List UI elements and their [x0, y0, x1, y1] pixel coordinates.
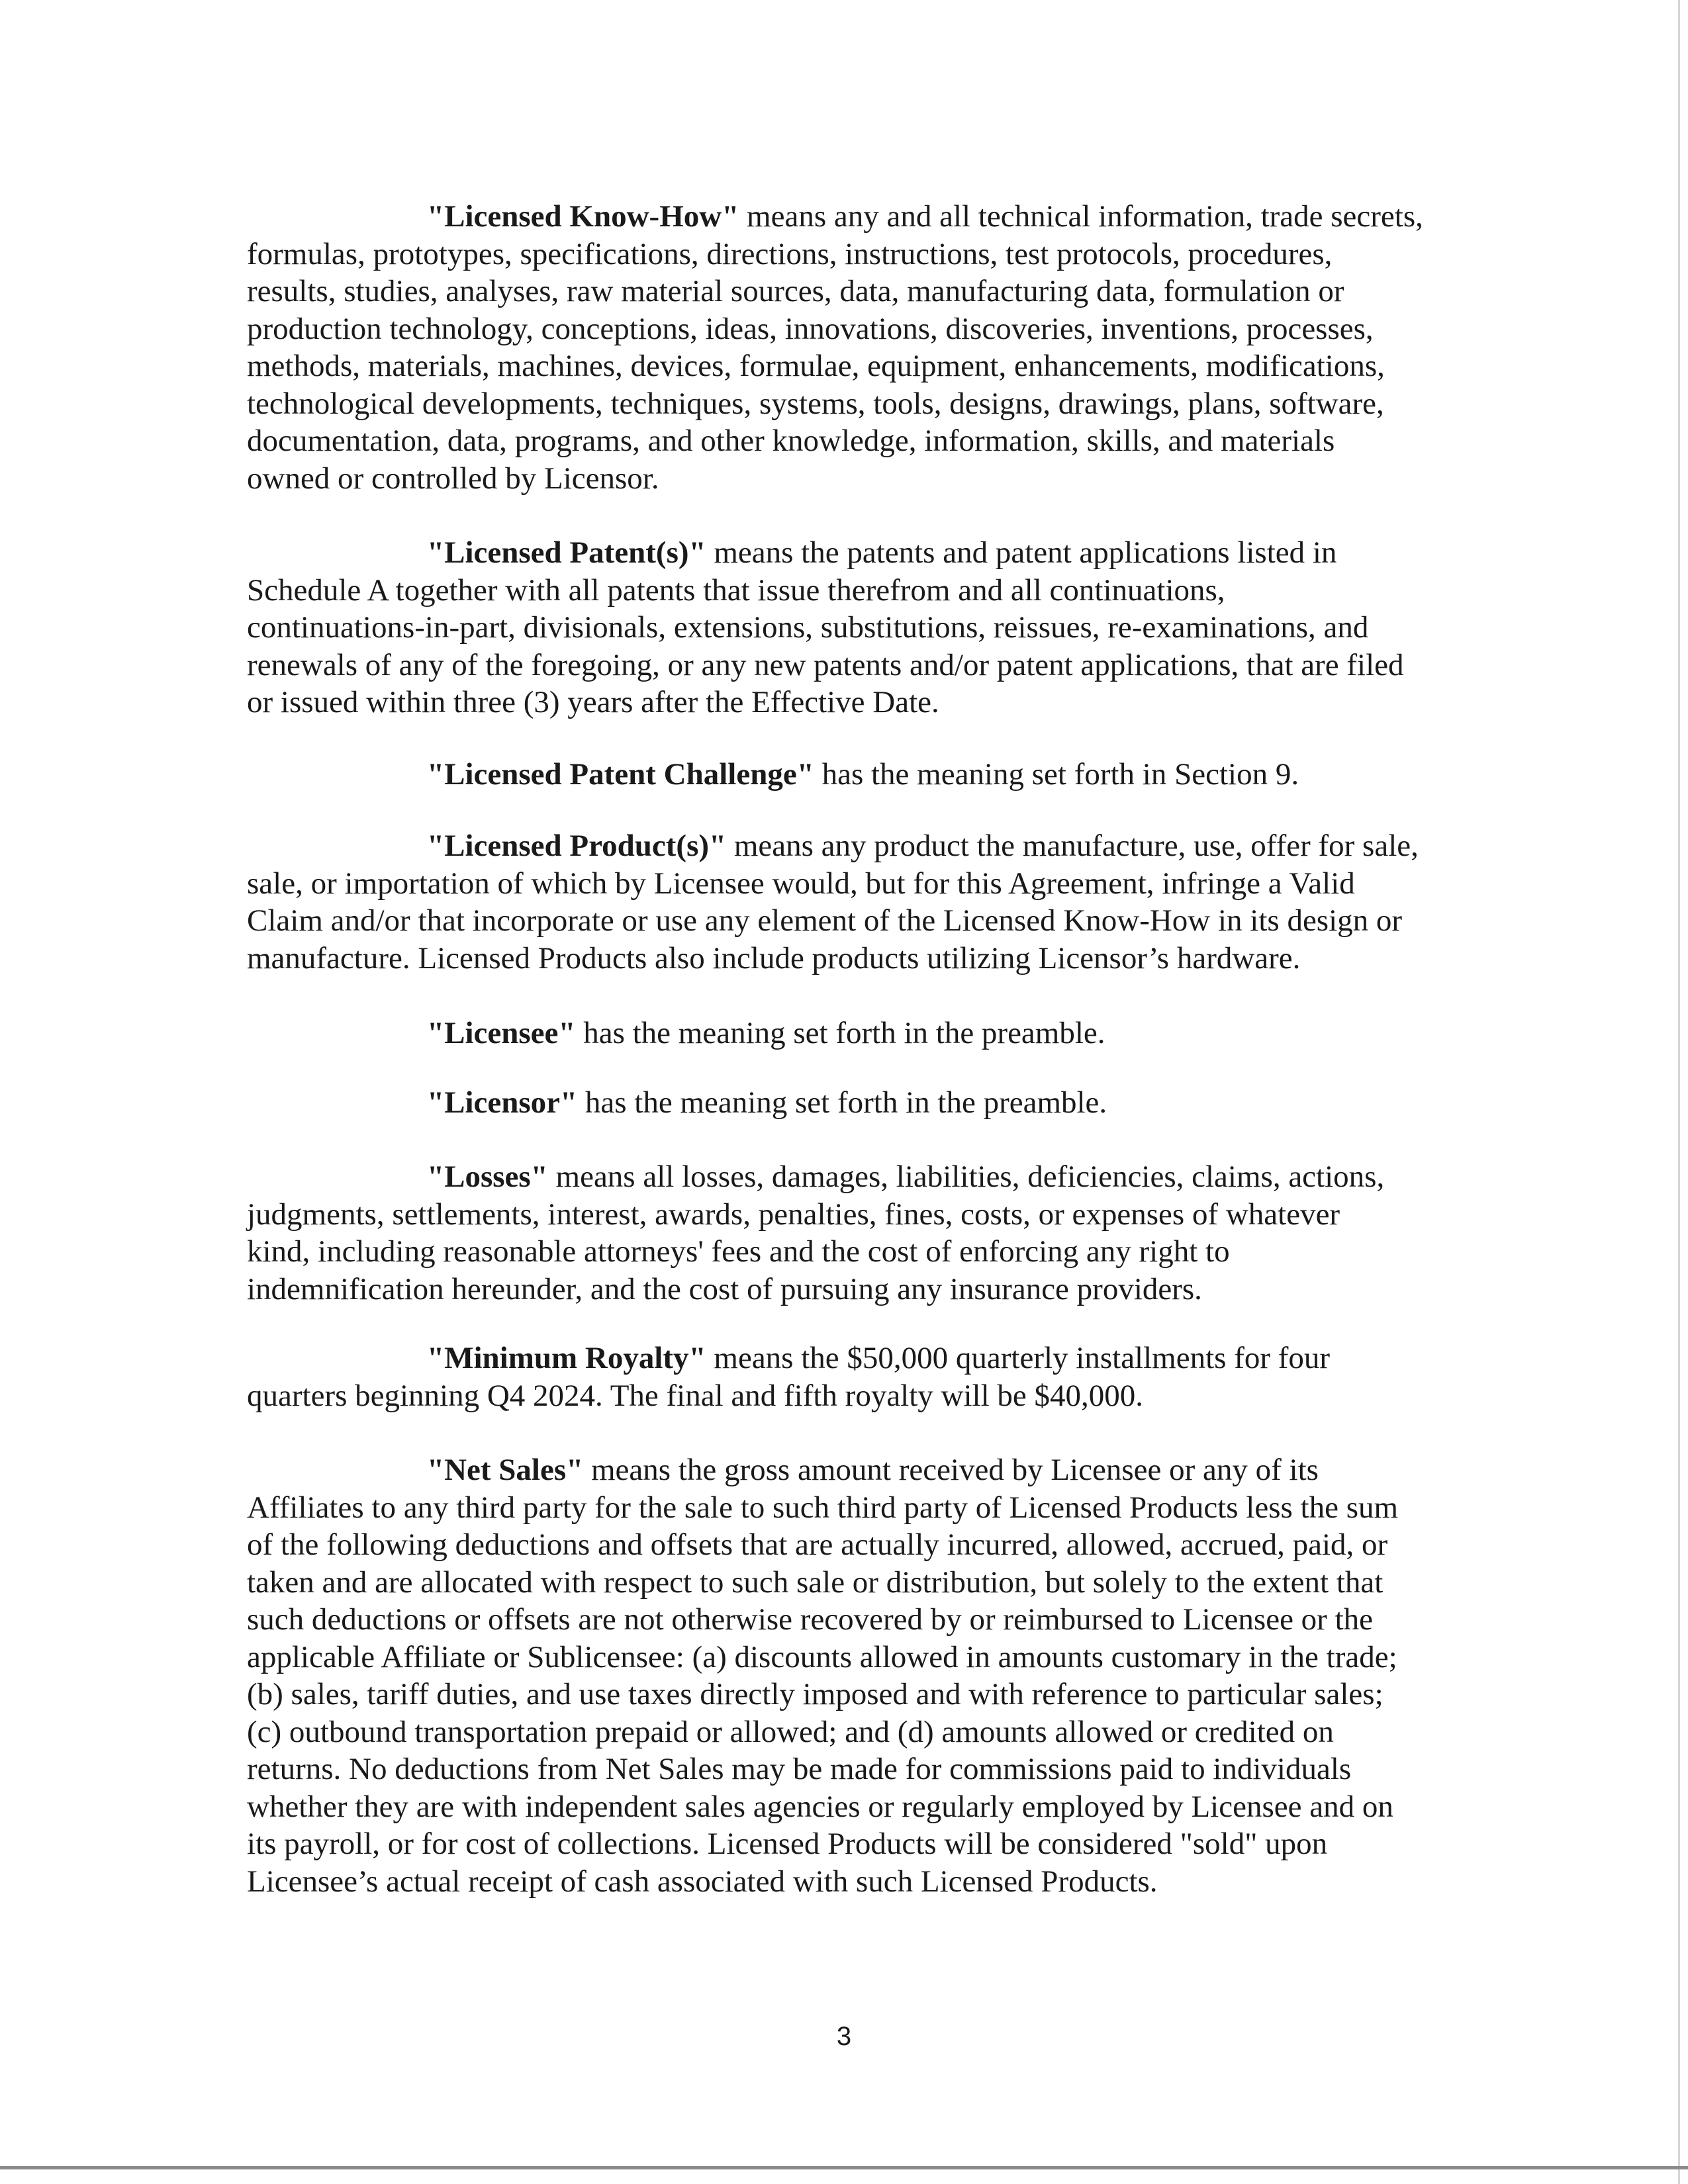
text-line	[247, 1340, 1505, 1377]
text-line	[247, 198, 1505, 236]
defined-term: "Licensor"	[427, 1085, 578, 1120]
defined-term: "Licensee"	[427, 1016, 576, 1050]
scan-edge-bottom	[0, 2166, 1688, 2169]
definition-text: applicable Affiliate or Sublicensee: (a) discounts allowed in amounts customary in the trade;	[247, 1639, 1397, 1674]
definition-text: has the meaning set forth in the preamble.	[577, 1085, 1107, 1120]
text-line	[247, 1713, 1505, 1751]
text-line	[247, 310, 1505, 348]
text-line	[247, 609, 1505, 647]
definition-licensed-know-how	[247, 198, 1505, 497]
text-line	[247, 1233, 1505, 1271]
definition-text: renewals of any of the foregoing, or any new patents and/or patent applications, that are filed	[247, 647, 1404, 682]
scan-edge-right	[1678, 0, 1680, 2184]
definition-text: or issued within three (3) years after the Effective Date.	[247, 685, 939, 719]
definition-net-sales	[247, 1451, 1505, 1900]
definition-minimum-royalty	[247, 1340, 1505, 1414]
text-line	[247, 1601, 1505, 1639]
definition-text: production technology, conceptions, ideas, innovations, discoveries, inventions, processes,	[247, 311, 1374, 346]
defined-term: "Licensed Patent(s)"	[427, 535, 706, 570]
definition-text: means the $50,000 quarterly installments for four	[706, 1341, 1331, 1375]
text-line	[247, 1451, 1505, 1489]
text-line	[247, 1489, 1505, 1527]
text-line	[247, 1084, 1505, 1122]
text-line	[247, 385, 1505, 423]
definition-text: continuations-in-part, divisionals, extensions, substitutions, reissues, re-examinations, and	[247, 610, 1369, 645]
definition-text: judgments, settlements, interest, awards, penalties, fines, costs, or expenses of whatever	[247, 1197, 1340, 1232]
definition-text: kind, including reasonable attorneys' fees and the cost of enforcing any right to	[247, 1234, 1230, 1269]
definition-licensed-patents	[247, 534, 1505, 721]
text-line	[247, 1825, 1505, 1863]
text-line	[247, 236, 1505, 273]
definition-text: technological developments, techniques, systems, tools, designs, drawings, plans, software,	[247, 386, 1384, 421]
definition-text: results, studies, analyses, raw material sources, data, manufacturing data, formulation or	[247, 274, 1344, 308]
definition-text: has the meaning set forth in the preamble.	[575, 1016, 1105, 1050]
definition-licensed-patent-challenge	[247, 756, 1505, 794]
definition-text: (b) sales, tariff duties, and use taxes directly imposed and with reference to particular sales;	[247, 1677, 1383, 1711]
text-line	[247, 1271, 1505, 1308]
definition-text: taken and are allocated with respect to such sale or distribution, but solely to the extent that	[247, 1565, 1383, 1600]
page-number: 3	[836, 2022, 852, 2051]
text-line	[247, 940, 1505, 978]
text-line	[247, 1863, 1505, 1901]
defined-term: "Licensed Product(s)"	[427, 829, 727, 863]
definition-text: of the following deductions and offsets that are actually incurred, allowed, accrued, paid, or	[247, 1527, 1388, 1562]
text-line	[247, 902, 1505, 940]
text-line	[247, 1015, 1505, 1052]
text-line	[247, 1639, 1505, 1676]
text-line	[247, 1158, 1505, 1196]
text-line	[247, 647, 1505, 684]
definition-text: documentation, data, programs, and other knowledge, information, skills, and materials	[247, 424, 1335, 458]
definition-licensor	[247, 1084, 1505, 1122]
text-line	[247, 865, 1505, 903]
definition-text: Schedule A together with all patents that issue therefrom and all continuations,	[247, 572, 1225, 608]
definition-text: methods, materials, machines, devices, formulae, equipment, enhancements, modifications,	[247, 349, 1385, 383]
definition-licensee	[247, 1015, 1505, 1052]
text-line	[247, 422, 1505, 460]
defined-term: "Licensed Know-How"	[427, 199, 739, 234]
definition-text: means any product the manufacture, use, offer for sale,	[726, 829, 1419, 863]
definition-text: returns. No deductions from Net Sales may be made for commissions paid to individuals	[247, 1752, 1352, 1786]
defined-term: "Licensed Patent Challenge"	[427, 757, 814, 792]
text-line	[247, 1526, 1505, 1564]
definition-text: Affiliates to any third party for the sale to such third party of Licensed Products less the sum	[247, 1490, 1399, 1525]
text-line	[247, 827, 1505, 865]
definition-text: means the patents and patent applications listed in	[706, 535, 1337, 570]
definition-text: whether they are with independent sales agencies or regularly employed by Licensee and on	[247, 1789, 1393, 1824]
definition-text: (c) outbound transportation prepaid or allowed; and (d) amounts allowed or credited on	[247, 1714, 1334, 1749]
definition-text: sale, or importation of which by Licensee would, but for this Agreement, infringe a Valid	[247, 866, 1355, 901]
text-line	[247, 1564, 1505, 1602]
text-line	[247, 756, 1505, 794]
definition-text: means all losses, damages, liabilities, deficiencies, claims, actions,	[547, 1160, 1385, 1194]
definition-text: Claim and/or that incorporate or use any element of the Licensed Know-How in its design or	[247, 903, 1403, 938]
text-line	[247, 1377, 1505, 1415]
text-line	[247, 534, 1505, 572]
text-line	[247, 460, 1505, 498]
text-line	[247, 1751, 1505, 1788]
definition-text: owned or controlled by Licensor.	[247, 461, 659, 496]
text-line	[247, 273, 1505, 310]
definition-text: has the meaning set forth in Section 9.	[814, 757, 1299, 792]
text-line	[247, 572, 1505, 610]
text-line	[247, 347, 1505, 385]
definition-text: quarters beginning Q4 2024. The final and fifth royalty will be $40,000.	[247, 1378, 1144, 1413]
definition-text: means the gross amount received by Licensee or any of its	[583, 1453, 1319, 1487]
definition-licensed-products	[247, 827, 1505, 977]
definition-text: manufacture. Licensed Products also include products utilizing Licensor’s hardware.	[247, 940, 1301, 976]
definition-losses	[247, 1158, 1505, 1308]
defined-term: "Losses"	[427, 1160, 548, 1194]
definition-text: formulas, prototypes, specifications, directions, instructions, test protocols, procedures,	[247, 236, 1333, 271]
text-line	[247, 1196, 1505, 1234]
definition-text: indemnification hereunder, and the cost of pursuing any insurance providers.	[247, 1271, 1202, 1306]
definition-text: its payroll, or for cost of collections. Licensed Products will be considered "sold" upon	[247, 1827, 1328, 1861]
definition-text: means any and all technical information, trade secrets,	[739, 199, 1423, 234]
text-line	[247, 1676, 1505, 1713]
defined-term: "Net Sales"	[427, 1453, 584, 1487]
text-line	[247, 684, 1505, 721]
text-line	[247, 1788, 1505, 1826]
defined-term: "Minimum Royalty"	[427, 1341, 706, 1375]
definition-text: such deductions or offsets are not otherwise recovered by or reimbursed to Licensee or the	[247, 1602, 1373, 1637]
definition-text: Licensee’s actual receipt of cash associated with such Licensed Products.	[247, 1864, 1158, 1899]
